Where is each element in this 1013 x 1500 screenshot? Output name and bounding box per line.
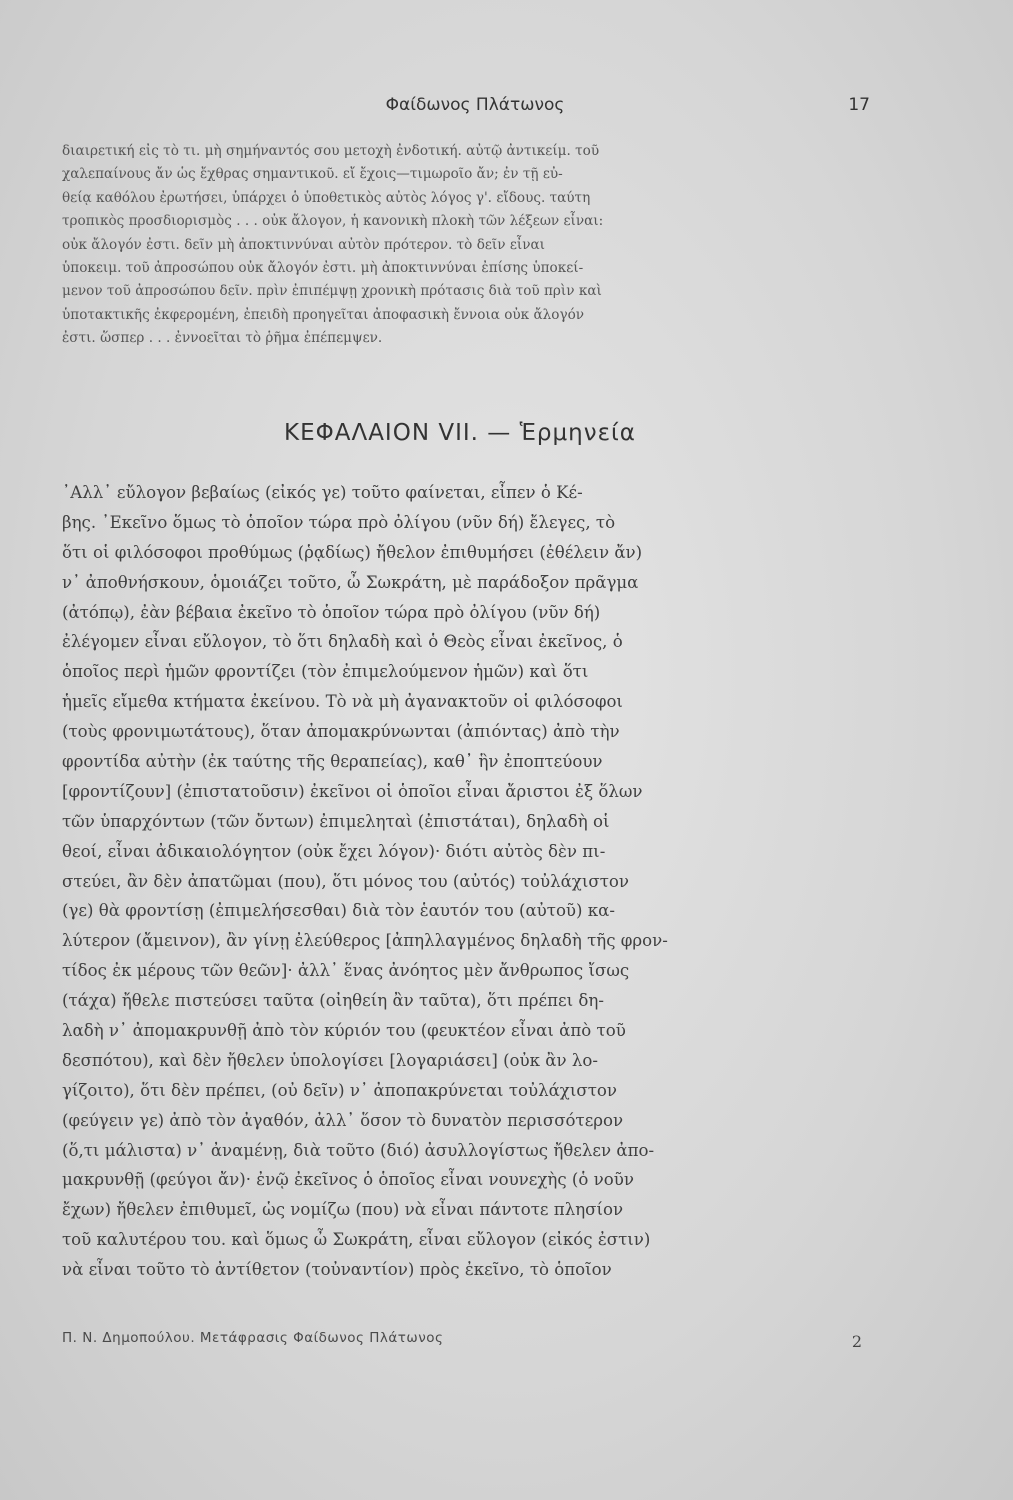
body-line: φροντίδα αὐτὴν (ἐκ ταύτης τῆς θεραπείας), καθ᾿ ἣν ἐποπτεύουν: [62, 752, 603, 772]
body-line: (ἀτόπῳ), ἐὰν βέβαια ἐκεῖνο τὸ ὁποῖον τώρα πρὸ ὀλίγου (νῦν δή): [62, 602, 601, 622]
body-line: τοῦ καλυτέρου του. καὶ ὅμως ὦ Σωκράτη, εἶναι εὔλογον (εἰκός ἐστιν): [62, 1230, 651, 1250]
body-line: ἐλέγομεν εἶναι εὔλογον, τὸ ὅτι δηλαδὴ καὶ ὁ Θεὸς εἶναι ἐκεῖνος, ὁ: [62, 632, 623, 652]
body-line: στεύει, ἂν δὲν ἀπατῶμαι (που), ὅτι μόνος του (αὐτός) τοὐλάχιστον: [62, 871, 629, 891]
body-line: τίδος ἐκ μέρους τῶν θεῶν]· ἀλλ᾿ ἕνας ἀνόητος μὲν ἄνθρωπος ἴσως: [62, 961, 630, 981]
note-line: διαιρετική εἰς τὸ τι. μὴ σημήναντός σου μετοχὴ ἐνδοτική. αὐτῷ ἀντικείμ. τοῦ: [62, 143, 600, 159]
body-line: ᾿Αλλ᾿ εὔλογον βεβαίως (εἰκός γε) τοῦτο φαίνεται, εἶπεν ὁ Κέ-: [62, 483, 583, 502]
body-line: γίζοιτο), ὅτι δὲν πρέπει, (οὐ δεῖν) ν᾿ ἀποπακρύνεται τοὐλάχιστον: [62, 1080, 617, 1100]
body-line: (ὅ,τι μάλιστα) ν᾿ ἀναμένῃ, διὰ τοῦτο (διό) ἀσυλλογίστως ἤθελεν ἀπο-: [62, 1140, 655, 1160]
body-line: (φεύγειν γε) ἀπὸ τὸν ἀγαθόν, ἀλλ᾿ ὅσον τὸ δυνατὸν περισσότερον: [62, 1110, 624, 1130]
body-line: λαδὴ ν᾿ ἀπομακρυνθῇ ἀπὸ τὸν κύριόν του (φευκτέον εἶναι ἀπὸ τοῦ: [62, 1021, 626, 1041]
note-line: ὑποκειμ. τοῦ ἀπροσώπου οὐκ ἄλογόν ἐστι. μὴ ἀποκτιννύναι ἐπίσης ὑποκεί-: [62, 259, 584, 276]
body-line: (τάχα) ἤθελε πιστεύσει ταῦτα (οἰηθείη ἂν ταῦτα), ὅτι πρέπει δη-: [62, 991, 604, 1011]
body-line: ἔχων) ἤθελεν ἐπιθυμεῖ, ὡς νομίζω (που) νὰ εἶναι πάντοτε πλησίον: [62, 1200, 624, 1220]
body-line: θεοί, εἶναι ἀδικαιολόγητον (οὐκ ἔχει λόγον)· διότι αὐτὸς δὲν πι-: [62, 841, 606, 861]
page-number: 17: [848, 95, 870, 115]
note-line: μενον τοῦ ἀπροσώπου δεῖν. πρὶν ἐπιπέμψῃ χρονικὴ πρότασις διὰ τοῦ πρὶν καὶ: [62, 283, 602, 300]
body-line: (τοὺς φρονιμωτάτους), ὅταν ἀπομακρύνωνται (ἀπιόντας) ἀπὸ τὴν: [62, 722, 620, 742]
running-title: Φαίδωνος Πλάτωνος: [385, 95, 565, 115]
body-line: ὅτι οἱ φιλόσοφοι προθύμως (ῥᾳδίως) ἤθελον ἐπιθυμήσει (ἐθέλειν ἄν): [62, 542, 643, 562]
body-line: δεσπότου), καὶ δὲν ἤθελεν ὑπολογίσει [λογαριάσει] (οὐκ ἂν λο-: [62, 1050, 598, 1070]
page-footer: [62, 1330, 862, 1356]
note-line: χαλεπαίνους ἄν ὡς ἔχθρας σημαντικοῦ. εἴ ἔχοις—τιμωροῖο ἄν; ἐν τῇ εὐ-: [62, 166, 563, 183]
note-line: ὑποτακτικῆς ἐκφερομένη, ἐπειδὴ προηγεῖται ἀποφασικὴ ἔννοια οὐκ ἄλογόν: [62, 306, 585, 323]
footer-credit: Π. Ν. Δημοπούλου. Μετάφρασις Φαίδωνος Πλάτωνος: [62, 1330, 444, 1346]
body-line: ὁποῖος περὶ ἡμῶν φροντίζει (τὸν ἐπιμελούμενον ἡμῶν) καὶ ὅτι: [62, 662, 589, 682]
commentary-notes: [62, 140, 862, 351]
note-line: οὐκ ἄλογόν ἐστι. δεῖν μὴ ἀποκτιννύναι αὐτὸν πρότερον. τὸ δεῖν εἶναι: [62, 236, 545, 253]
body-line: ν᾿ ἀποθνήσκουν, ὁμοιάζει τοῦτο, ὦ Σωκράτη, μὲ παράδοξον πρᾶγμα: [62, 572, 639, 592]
body-line: νὰ εἶναι τοῦτο τὸ ἀντίθετον (τοὐναντίον) πρὸς ἐκεῖνο, τὸ ὁποῖον: [62, 1260, 612, 1280]
body-line: τῶν ὑπαρχόντων (τῶν ὄντων) ἐπιμεληταὶ (ἐπιστάται), δηλαδὴ οἱ: [62, 811, 610, 831]
translation-body: [62, 478, 862, 1285]
body-line: (γε) θὰ φροντίσῃ (ἐπιμελήσεσθαι) διὰ τὸν ἑαυτόν του (αὐτοῦ) κα-: [62, 901, 615, 921]
signature-mark: 2: [851, 1332, 862, 1351]
running-head: [80, 95, 870, 123]
body-line: βης. ᾿Εκεῖνο ὅμως τὸ ὁποῖον τώρα πρὸ ὀλίγου (νῦν δή) ἔλεγες, τὸ: [62, 512, 616, 532]
body-line: [φροντίζουν] (ἐπιστατοῦσιν) ἐκεῖνοι οἱ ὁποῖοι εἶναι ἄριστοι ἐξ ὅλων: [62, 781, 643, 801]
note-line: θείᾳ καθόλου ἐρωτήσει, ὑπάρχει ὁ ὑποθετικὸς αὐτὸς λόγος γ'. εἴδους. ταύτη: [62, 189, 591, 206]
body-line: ἡμεῖς εἴμεθα κτήματα ἐκείνου. Τὸ νὰ μὴ ἀγανακτοῦν οἱ φιλόσοφοι: [62, 692, 623, 712]
note-line: ἐστι. ὥσπερ . . . ἐννοεῖται τὸ ῥῆμα ἐπέπεμψεν.: [62, 330, 383, 347]
note-line: τροπικὸς προσδιορισμὸς . . . οὐκ ἄλογον, ἡ κανονικὴ πλοκὴ τῶν λέξεων εἶναι:: [62, 213, 604, 230]
body-line: μακρυνθῇ (φεύγοι ἄν)· ἐνῷ ἐκεῖνος ὁ ὁποῖος εἶναι νουνεχὴς (ὁ νοῦν: [62, 1170, 634, 1190]
chapter-heading: ΚΕΦΑΛΑΙΟΝ VII. — Ἑρμηνεία: [284, 420, 636, 446]
body-line: λύτερον (ἄμεινον), ἂν γίνῃ ἐλεύθερος [ἀπηλλαγμένος δηλαδὴ τῆς φρον-: [62, 931, 668, 951]
